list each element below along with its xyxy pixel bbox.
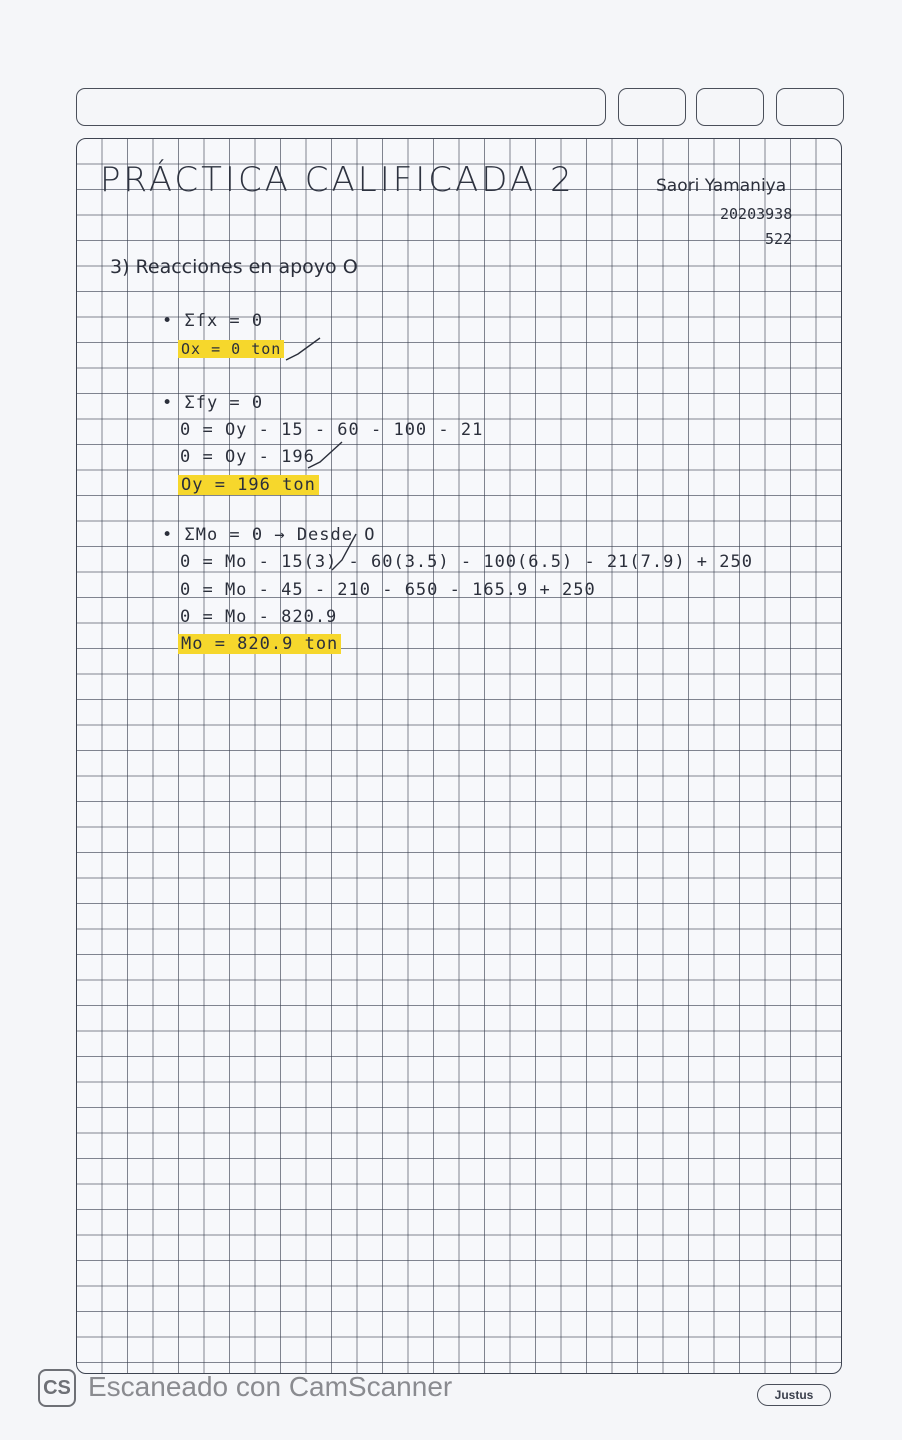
check-mark-icon	[330, 532, 360, 572]
header-box-b	[696, 88, 764, 126]
equation-line: 0 = Oy - 15 - 60 - 100 - 21	[180, 420, 484, 440]
equation-line: 0 = Mo - 820.9	[180, 607, 338, 627]
result-line	[178, 340, 284, 358]
scanner-watermark: Escaneado con CamScanner	[88, 1371, 453, 1402]
student-name: Saori Yamaniya	[656, 176, 787, 196]
paper-brand-badge: Justus	[757, 1384, 831, 1406]
student-code: 20203938	[720, 205, 793, 223]
highlight-marker: Ox = 0 ton	[178, 340, 284, 358]
problem-heading: 3) Reacciones en apoyo O	[110, 256, 358, 278]
result-line	[178, 475, 319, 495]
check-mark-icon	[284, 336, 324, 362]
equation-line: 0 = Mo - 45 - 210 - 650 - 165.9 + 250	[180, 580, 596, 600]
section-number: 522	[765, 230, 793, 248]
equation-line: 0 = Oy - 196	[180, 447, 315, 467]
result-line	[178, 634, 341, 654]
highlight-marker: Oy = 196 ton	[178, 475, 319, 495]
page-title: PRÁCTICA CALIFICADA 2	[100, 160, 575, 200]
header-box-a	[618, 88, 686, 126]
equation-line: • Σfx = 0	[162, 311, 264, 331]
camscanner-logo: CS	[38, 1369, 76, 1407]
check-mark-icon	[306, 440, 346, 470]
equation-line: 0 = Mo - 15(3) - 60(3.5) - 100(6.5) - 21(7.9) + 250	[180, 552, 753, 572]
equation-line: • ΣMo = 0 → Desde O	[162, 525, 376, 545]
header-box-c	[776, 88, 844, 126]
equation-line: • Σfy = 0	[162, 393, 264, 413]
highlight-marker: Mo = 820.9 ton	[178, 634, 341, 654]
header-box-name	[76, 88, 606, 126]
